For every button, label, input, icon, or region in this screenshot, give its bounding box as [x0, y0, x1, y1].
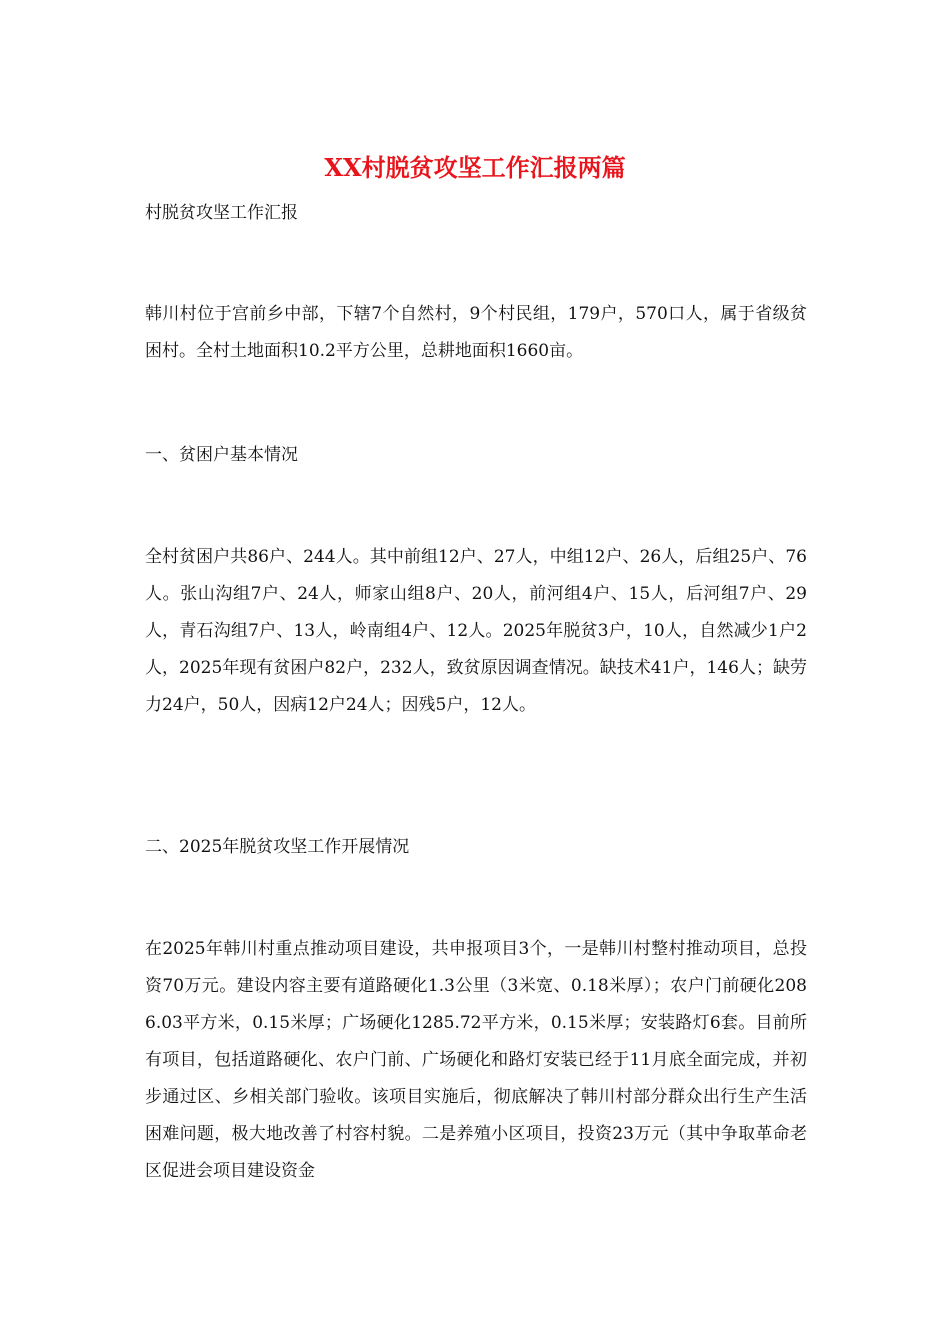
- paragraph-projects: 在2025年韩川村重点推动项目建设，共申报项目3个，一是韩川村整村推动项目，总投资70万元。建设内容主要有道路硬化1.3公里（3米宽、0.18米厚）；农户门前硬化2086.03平方米，0.15米厚；广场硬化1285.72平方米，0.15米厚；安装路灯6套。目前所有项目，包括道路硬化、农户门前、广场硬化和路灯安装已经于11月底全面完成，并初步通过区、乡相关部门验收。该项目实施后，彻底解决了韩川村部分群众出行生产生活困难问题，极大地改善了村容村貌。二是养殖小区项目，投资23万元（其中争取革命老区促进会项目建设资金: [145, 939, 807, 1181]
- document-title: XX村脱贫攻坚工作汇报两篇: [324, 153, 626, 182]
- paragraph-poor-households: 全村贫困户共86户、244人。其中前组12户、27人，中组12户、26人，后组25户、76人。张山沟组7户、24人，师家山组8户、20人，前河组4户、15人，后河组7户、29人，青石沟组7户、13人，岭南组4户、12人。2025年脱贫3户，10人，自然减少1户2人，2025年现有贫困户82户，232人，致贫原因调查情况。缺技术41户，146人；缺劳力24户，50人，因病12户24人；因残5户，12人。: [145, 547, 807, 715]
- section-heading-work-progress: 二、2025年脱贫攻坚工作开展情况: [145, 837, 410, 857]
- paragraph-village-overview: 韩川村位于宫前乡中部，下辖7个自然村，9个村民组，179户，570口人，属于省级贫困村。全村土地面积10.2平方公里，总耕地面积1660亩。: [145, 304, 807, 361]
- section-heading-poor-households: 一、贫困户基本情况: [145, 445, 298, 465]
- document-subtitle: 村脱贫攻坚工作汇报: [145, 203, 298, 223]
